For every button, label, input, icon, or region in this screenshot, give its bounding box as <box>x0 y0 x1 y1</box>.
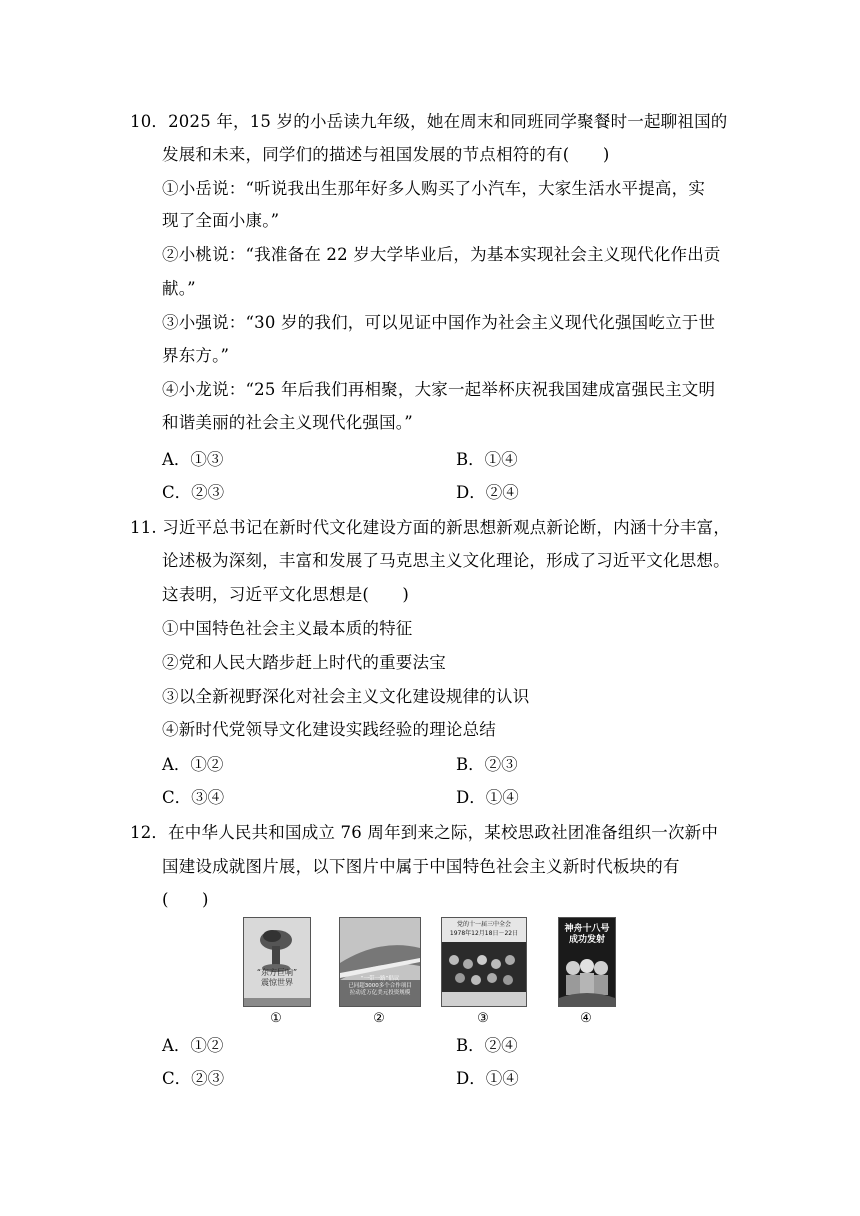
statement-4-cont: 和谐美丽的社会主义现代化强国。” <box>162 413 413 432</box>
statement-4: ④新时代党领导文化建设实践经验的理论总结 <box>162 720 496 739</box>
option-c[interactable]: C．③④ <box>162 788 225 807</box>
option-c[interactable]: C．②③ <box>162 483 225 502</box>
question-12-stem: 12．在中华人民共和国成立 76 周年到来之际，某校思政社团准备组织一次新中 <box>130 823 719 842</box>
mushroom-cloud-image <box>244 918 310 1006</box>
option-a[interactable]: A．①② <box>162 755 224 774</box>
question-12-blank: ( ) <box>162 890 209 909</box>
picture-4-caption: ④ <box>580 1011 592 1026</box>
statement-4: ④小龙说：“25 年后我们再相聚，大家一起举杯庆祝我国建成富强民主文明 <box>162 380 716 399</box>
option-a[interactable]: A．①② <box>162 1036 224 1055</box>
picture-1-text: “东方巨响” 震惊世界 <box>256 968 298 987</box>
option-a[interactable]: A．①③ <box>162 450 224 469</box>
option-c[interactable]: C．②③ <box>162 1069 225 1088</box>
option-b[interactable]: B．②④ <box>456 1036 518 1055</box>
statement-3: ③小强说：“30 岁的我们，可以见证中国作为社会主义现代化强国屹立于世 <box>162 313 716 332</box>
statement-1: ①中国特色社会主义最本质的特征 <box>162 619 413 638</box>
option-d[interactable]: D．①④ <box>456 788 519 807</box>
option-d[interactable]: D．②④ <box>456 483 519 502</box>
statement-2: ②小桃说：“我准备在 22 岁大学毕业后，为基本实现社会主义现代化作出贡 <box>162 245 721 264</box>
question-11-stem-cont: 这表明，习近平文化思想是( ) <box>162 585 410 604</box>
picture-row <box>0 917 860 1029</box>
statement-1-cont: 现了全面小康。” <box>162 211 280 230</box>
statement-1: ①小岳说：“听说我出生那年好多人购买了小汽车，大家生活水平提高，实 <box>162 179 706 198</box>
picture-2-caption: ② <box>373 1011 385 1026</box>
option-b[interactable]: B．②③ <box>456 755 518 774</box>
picture-3 <box>441 917 527 1007</box>
option-d[interactable]: D．①④ <box>456 1069 519 1088</box>
statement-2-cont: 献。” <box>162 279 196 298</box>
picture-4-text: 神舟十八号 成功发射 <box>564 924 610 945</box>
option-b[interactable]: B．①④ <box>456 450 518 469</box>
picture-4 <box>558 917 616 1007</box>
statement-3-cont: 界东方。” <box>162 346 230 365</box>
picture-1 <box>243 917 311 1007</box>
question-10-stem-cont: 发展和未来，同学们的描述与祖国发展的节点相符的有( ) <box>162 145 610 164</box>
picture-3-caption: ③ <box>477 1011 489 1026</box>
picture-2 <box>339 917 421 1007</box>
picture-1-caption: ① <box>270 1011 282 1026</box>
question-10-stem: 10．2025 年，15 岁的小岳读九年级，她在周末和同班同学聚餐时一起聊祖国的 <box>130 112 728 131</box>
picture-3-text: 党的十一届三中全会 1978年12月18日－22日 <box>449 921 519 937</box>
question-11-stem: 11. 习近平总书记在新时代文化建设方面的新思想新观点新论断，内涵十分丰富， <box>130 518 731 537</box>
question-12-stem-cont: 国建设成就图片展，以下图片中属于中国特色社会主义新时代板块的有 <box>162 857 680 876</box>
statement-2: ②党和人民大踏步赶上时代的重要法宝 <box>162 653 446 672</box>
picture-2-text: “一带一路”倡议 已同超3000多个合作项目 拉动近万亿美元投资规模 <box>348 976 412 996</box>
question-11-stem-cont: 论述极为深刻，丰富和发展了马克思主义文化理论，形成了习近平文化思想。 <box>162 551 730 570</box>
statement-3: ③以全新视野深化对社会主义文化建设规律的认识 <box>162 687 530 706</box>
